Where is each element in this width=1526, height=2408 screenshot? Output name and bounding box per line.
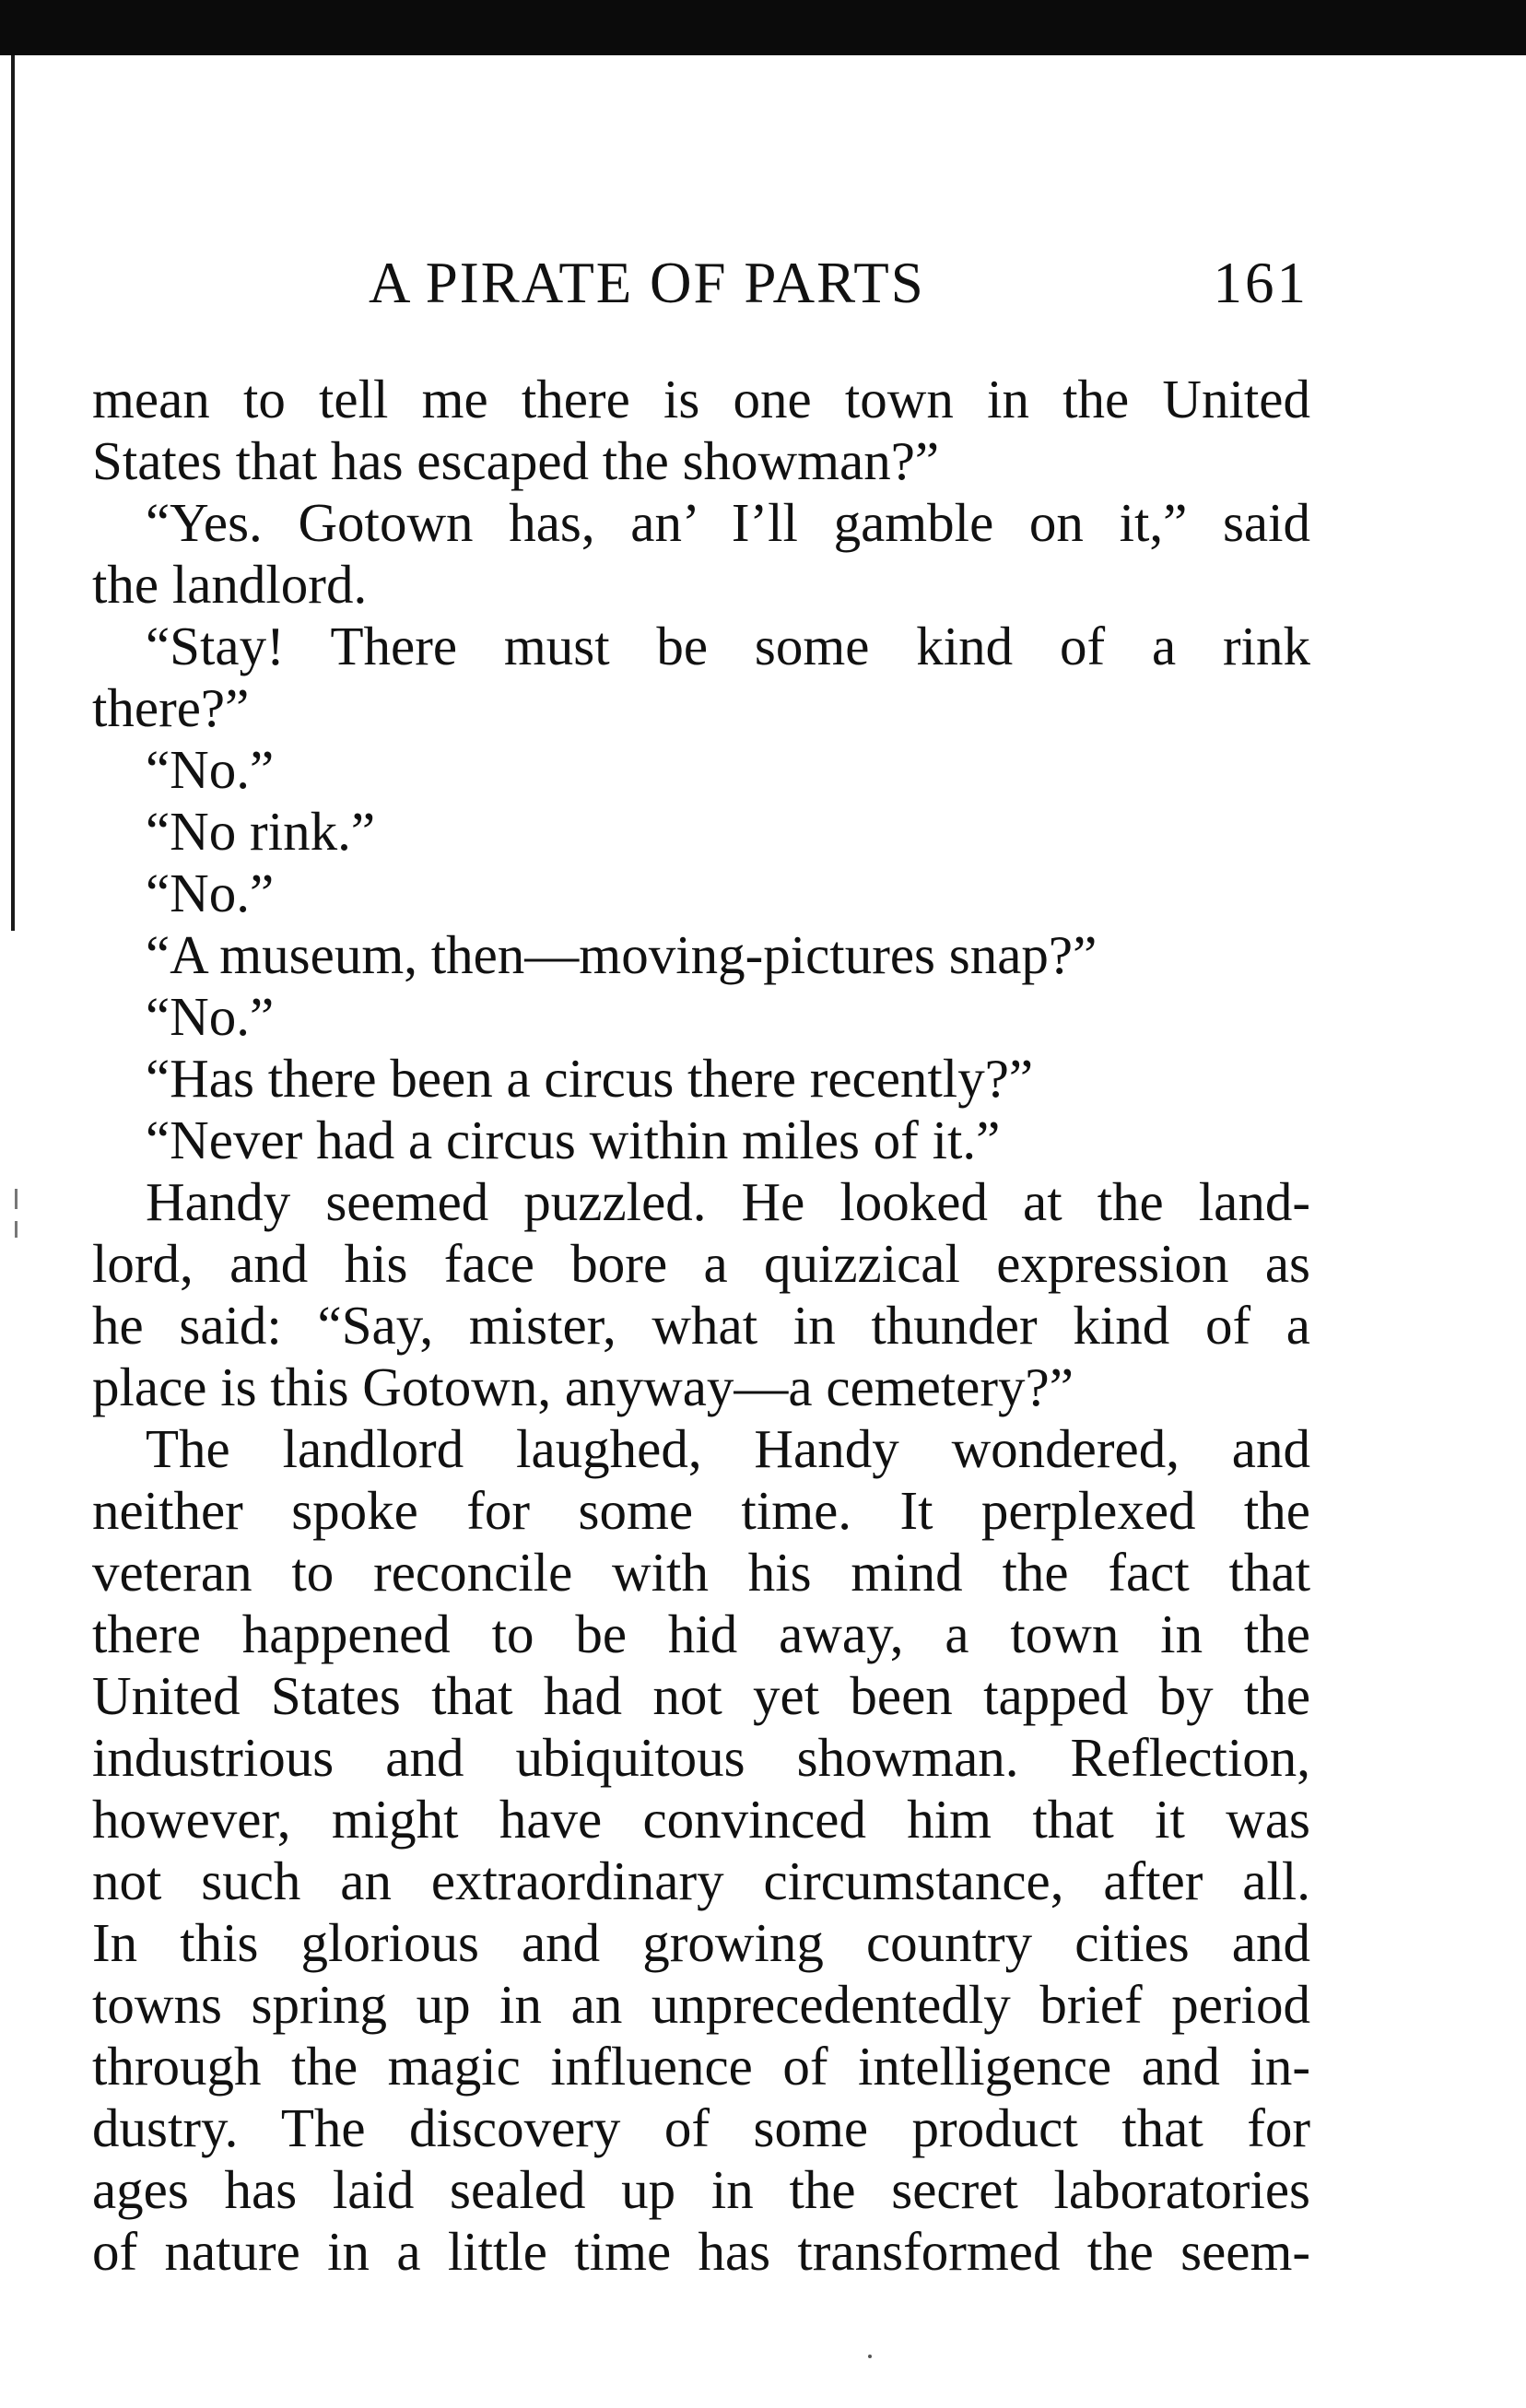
text-line: “Stay! There must be some kind of a rink [146, 616, 1310, 676]
scan-dot [868, 2355, 872, 2358]
text-line: dustry. The discovery of some product that for [92, 2097, 1310, 2158]
text-line: there happened to be hid away, a town in the [92, 1603, 1310, 1664]
text-line: “No.” [146, 863, 275, 923]
text-line: “Never had a circus within miles of it.” [146, 1110, 1001, 1170]
body-text [92, 369, 1310, 2283]
text-line: ages has laid sealed up in the secret laboratories [92, 2159, 1310, 2220]
text-line: towns spring up in an unprecedentedly brief period [92, 1974, 1310, 2035]
page-header [369, 241, 1309, 324]
scan-top-border [0, 0, 1526, 55]
text-line: not such an extraordinary circumstance, after all. [92, 1850, 1310, 1911]
scan-left-border [11, 55, 15, 931]
text-line: Handy seemed puzzled. He looked at the land- [146, 1171, 1310, 1232]
text-line: “Yes. Gotown has, an’ I’ll gamble on it,” said [146, 492, 1310, 553]
text-line: the landlord. [92, 554, 368, 615]
text-line: United States that had not yet been tapped by the [92, 1665, 1310, 1726]
scan-speck [15, 1221, 18, 1238]
text-line: however, might have convinced him that it was [92, 1789, 1310, 1850]
text-line: “A museum, then—moving-pictures snap?” [146, 924, 1098, 985]
scan-speck [15, 1189, 18, 1209]
text-line: he said: “Say, mister, what in thunder kind of a [92, 1295, 1310, 1356]
text-line: through the magic influence of intelligence and in- [92, 2036, 1310, 2097]
text-line: of nature in a little time has transformed the seem- [92, 2221, 1310, 2282]
text-line: States that has escaped the showman?” [92, 430, 940, 491]
running-title: A PIRATE OF PARTS [369, 251, 925, 315]
text-line: “Has there been a circus there recently?” [146, 1048, 1034, 1109]
text-line: “No.” [146, 739, 275, 800]
text-line: veteran to reconcile with his mind the fact that [92, 1542, 1310, 1603]
text-line: In this glorious and growing country cities and [92, 1912, 1310, 1973]
text-line: industrious and ubiquitous showman. Reflection, [92, 1727, 1310, 1788]
text-line: mean to tell me there is one town in the United [92, 369, 1310, 429]
text-line: there?” [92, 677, 250, 738]
text-line: lord, and his face bore a quizzical expression as [92, 1233, 1310, 1294]
text-line: “No.” [146, 986, 275, 1047]
page-number: 161 [1213, 251, 1309, 315]
text-line: place is this Gotown, anyway—a cemetery?” [92, 1357, 1074, 1417]
text-line: neither spoke for some time. It perplexed the [92, 1480, 1310, 1541]
text-line: “No rink.” [146, 801, 376, 862]
text-line: The landlord laughed, Handy wondered, and [146, 1418, 1310, 1479]
